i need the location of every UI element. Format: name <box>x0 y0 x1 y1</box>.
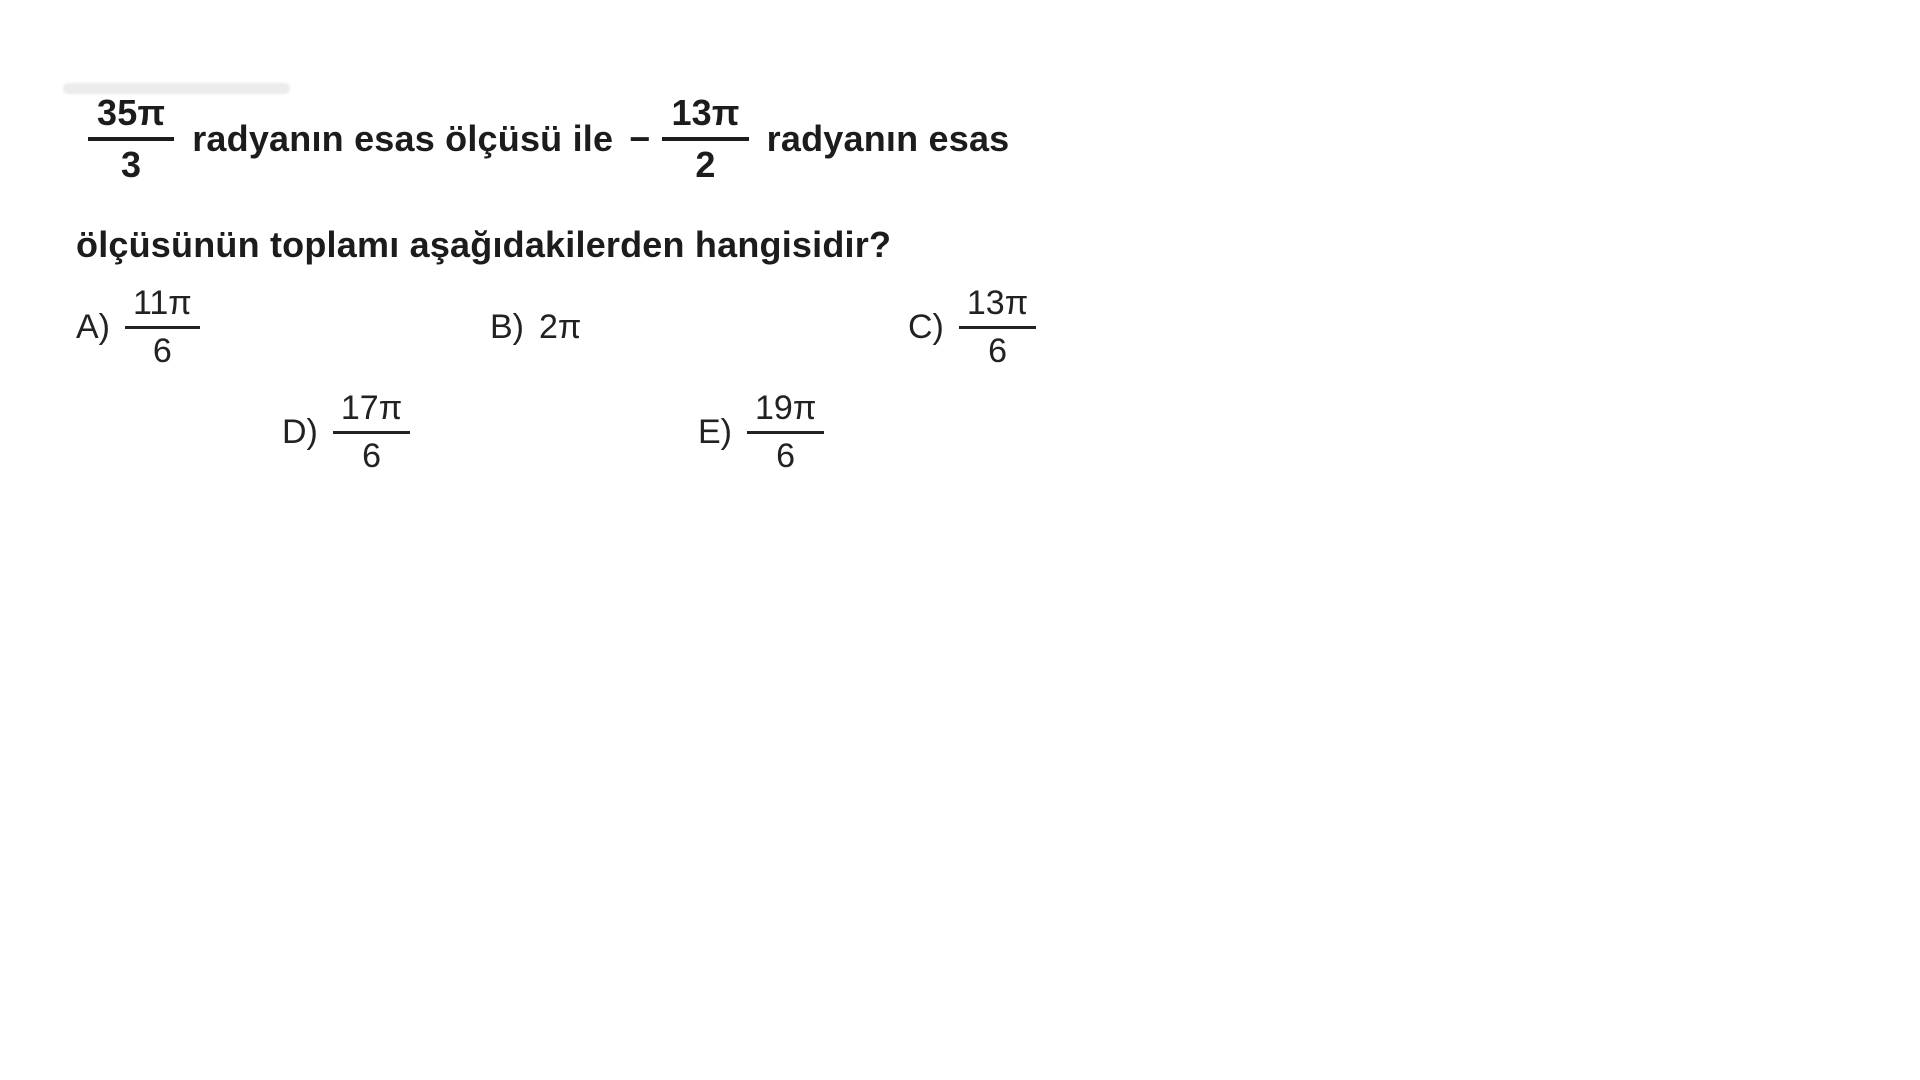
fraction-numerator: 35π <box>88 92 174 141</box>
option-a-label: A) <box>76 307 110 346</box>
option-b <box>490 283 581 371</box>
fraction-13pi-over-2 <box>662 92 748 187</box>
option-b-value: 2π <box>539 307 582 346</box>
question-text-2: radyanın esas <box>766 118 1010 160</box>
fraction-denominator: 6 <box>988 331 1007 370</box>
question-text-1: radyanın esas ölçüsü ile <box>192 118 614 160</box>
option-c-label: C) <box>908 307 944 346</box>
fraction-numerator: 13π <box>662 92 748 141</box>
option-a-fraction <box>125 283 200 372</box>
option-d <box>282 388 410 476</box>
option-c <box>908 283 1036 371</box>
fraction-numerator: 19π <box>747 388 824 434</box>
question-line-2: ölçüsünün toplamı aşağıdakilerden hangisidir? <box>76 224 892 265</box>
option-d-label: D) <box>282 412 318 451</box>
option-c-fraction <box>959 283 1036 372</box>
fraction-35pi-over-3 <box>88 92 174 187</box>
fraction-numerator: 17π <box>333 388 410 434</box>
fraction-denominator: 2 <box>695 144 716 186</box>
option-e-label: E) <box>698 412 732 451</box>
question-line-1 <box>88 92 1009 187</box>
fraction-numerator: 13π <box>959 283 1036 329</box>
fraction-denominator: 6 <box>152 331 172 370</box>
option-e <box>698 388 824 476</box>
minus-sign: − <box>629 118 651 160</box>
option-d-fraction <box>333 388 410 477</box>
fraction-denominator: 6 <box>776 436 796 475</box>
fraction-numerator: 11π <box>125 283 200 329</box>
option-a <box>76 283 200 371</box>
option-b-label: B) <box>490 307 524 346</box>
fraction-denominator: 3 <box>120 144 142 186</box>
fraction-denominator: 6 <box>362 436 381 475</box>
option-e-fraction <box>747 388 824 477</box>
